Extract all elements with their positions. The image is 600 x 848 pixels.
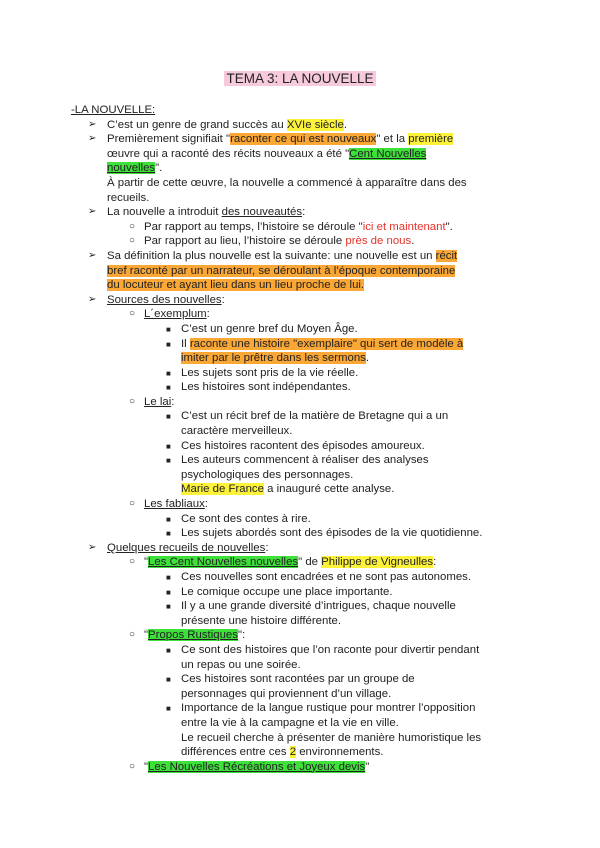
list-item-continuation: œuvre qui a raconté des récits nouveaux a été "Cent Nouvelles [107, 147, 427, 160]
section-heading: -LA NOUVELLE: [71, 104, 156, 116]
list-item: ■ Ces histoires sont racontées par un groupe de [71, 672, 531, 687]
square-bullet-icon: ■ [166, 602, 171, 612]
document-title: TEMA 3: LA NOUVELLE [226, 71, 374, 86]
list-item: ■ Ce sont des histoires que l’on raconte pour divertir pendant [71, 643, 531, 658]
list-item: ■ Ce sont des contes à rire. [71, 512, 531, 527]
list-item: ➢ La nouvelle a introduit des nouveautés: [88, 206, 306, 219]
circle-bullet-icon: ○ [129, 556, 136, 568]
square-bullet-icon: ■ [166, 324, 171, 334]
list-item-continuation: du locuteur et ayant lieu dans un lieu proche de lui. [107, 279, 365, 292]
list-item: ■ Ces nouvelles sont encadrées et ne sont pas autonomes. [71, 570, 531, 585]
list-item-continuation: À partir de cette œuvre, la nouvelle a commencé à apparaître dans des [107, 176, 467, 189]
list-item-continuation: entre la vie à la campagne et la vie en ville. [181, 716, 399, 729]
list-item: ➢ Premièrement signifiait "raconter ce qui est nouveaux" et la première [88, 133, 454, 146]
list-item: ➢ Sa définition la plus nouvelle est la suivante: une nouvelle est un récit [88, 249, 458, 262]
list-item-continuation: psychologiques des personnages. [181, 468, 354, 481]
document-body [71, 103, 531, 774]
arrow-bullet-icon: ➢ [88, 249, 97, 261]
list-item: ○ Les fabliaux: [129, 498, 208, 511]
circle-bullet-icon: ○ [129, 308, 136, 320]
list-item-continuation: imiter par le prêtre dans les sermons. [181, 352, 370, 365]
arrow-bullet-icon: ➢ [88, 293, 97, 305]
list-item-continuation: recueils. [107, 191, 150, 204]
list-item-continuation: nouvelles". [107, 162, 163, 175]
square-bullet-icon: ■ [166, 514, 171, 524]
circle-bullet-icon: ○ [129, 395, 136, 407]
arrow-bullet-icon: ➢ [88, 133, 97, 145]
square-bullet-icon: ■ [166, 368, 171, 378]
list-item-continuation: présente une histoire différente. [181, 614, 341, 627]
list-item: ○ Le lai: [129, 395, 175, 408]
list-item: ■ Il y a une grande diversité d’intrigues, chaque nouvelle [71, 599, 531, 614]
square-bullet-icon: ■ [166, 441, 171, 451]
list-item: ■ Les sujets sont pris de la vie réelle. [71, 366, 531, 381]
list-item: ■ Il raconte une histoire "exemplaire" qui sert de modèle à [71, 337, 531, 352]
list-item: ○ L´exemplum: [129, 308, 210, 321]
list-item-continuation: personnages qui proviennent d’un village. [181, 687, 392, 700]
list-item: ■ Le comique occupe une place importante. [71, 585, 531, 600]
list-item-continuation: un repas ou une soirée. [181, 658, 301, 671]
list-item: ■ Ces histoires racontent des épisodes amoureux. [71, 439, 531, 454]
list-item: ○ "Propos Rustiques": [129, 629, 246, 642]
arrow-bullet-icon: ➢ [88, 118, 97, 130]
list-item: ○ Par rapport au lieu, l’histoire se déroule près de nous. [129, 235, 415, 248]
list-item: ○ "Les Cent Nouvelles nouvelles" de Philippe de Vigneulles: [129, 556, 437, 569]
square-bullet-icon: ■ [166, 456, 171, 466]
list-item: ■ C’est un genre bref du Moyen Âge. [71, 322, 531, 337]
list-item: ➢ Quelques recueils de nouvelles: [88, 541, 269, 554]
list-item: ■ Les sujets abordés sont des épisodes de la vie quotidienne. [71, 526, 531, 541]
list-item: ■ C’est un récit bref de la matière de Bretagne qui a un [71, 409, 531, 424]
circle-bullet-icon: ○ [129, 220, 136, 232]
list-item: ■ Importance de la langue rustique pour montrer l’opposition [71, 701, 531, 716]
list-item: ■ Les auteurs commencent à réaliser des analyses [71, 453, 531, 468]
list-item: ➢ Sources des nouvelles: [88, 293, 225, 306]
list-item-continuation: différences entre ces 2 environnements. [181, 746, 384, 759]
square-bullet-icon: ■ [166, 573, 171, 582]
list-item: ○ "Les Nouvelles Récréations et Joyeux devis" [129, 760, 370, 773]
square-bullet-icon: ■ [166, 704, 171, 714]
square-bullet-icon: ■ [166, 412, 171, 422]
circle-bullet-icon: ○ [129, 235, 136, 247]
circle-bullet-icon: ○ [129, 760, 136, 772]
list-item: ○ Par rapport au temps, l’histoire se déroule "ici et maintenant". [129, 220, 453, 233]
square-bullet-icon: ■ [166, 645, 171, 655]
square-bullet-icon: ■ [166, 529, 171, 539]
arrow-bullet-icon: ➢ [88, 206, 97, 218]
square-bullet-icon: ■ [166, 383, 171, 393]
list-item: ■ Les histoires sont indépendantes. [71, 380, 531, 395]
list-item-continuation: Marie de France a inauguré cette analyse. [181, 483, 395, 496]
circle-bullet-icon: ○ [129, 498, 136, 510]
arrow-bullet-icon: ➢ [88, 541, 97, 553]
list-item-continuation: bref raconté par un narrateur, se déroulant à l’époque contemporaine [107, 264, 456, 277]
list-item: ➢ C’est un genre de grand succès au XVIe siècle. [88, 118, 347, 131]
square-bullet-icon: ■ [166, 339, 171, 349]
circle-bullet-icon: ○ [129, 629, 136, 641]
square-bullet-icon: ■ [166, 675, 171, 685]
square-bullet-icon: ■ [166, 587, 171, 597]
list-item-continuation: caractère merveilleux. [181, 425, 293, 438]
list-item-continuation: Le recueil cherche à présenter de manière humoristique les [181, 731, 482, 744]
